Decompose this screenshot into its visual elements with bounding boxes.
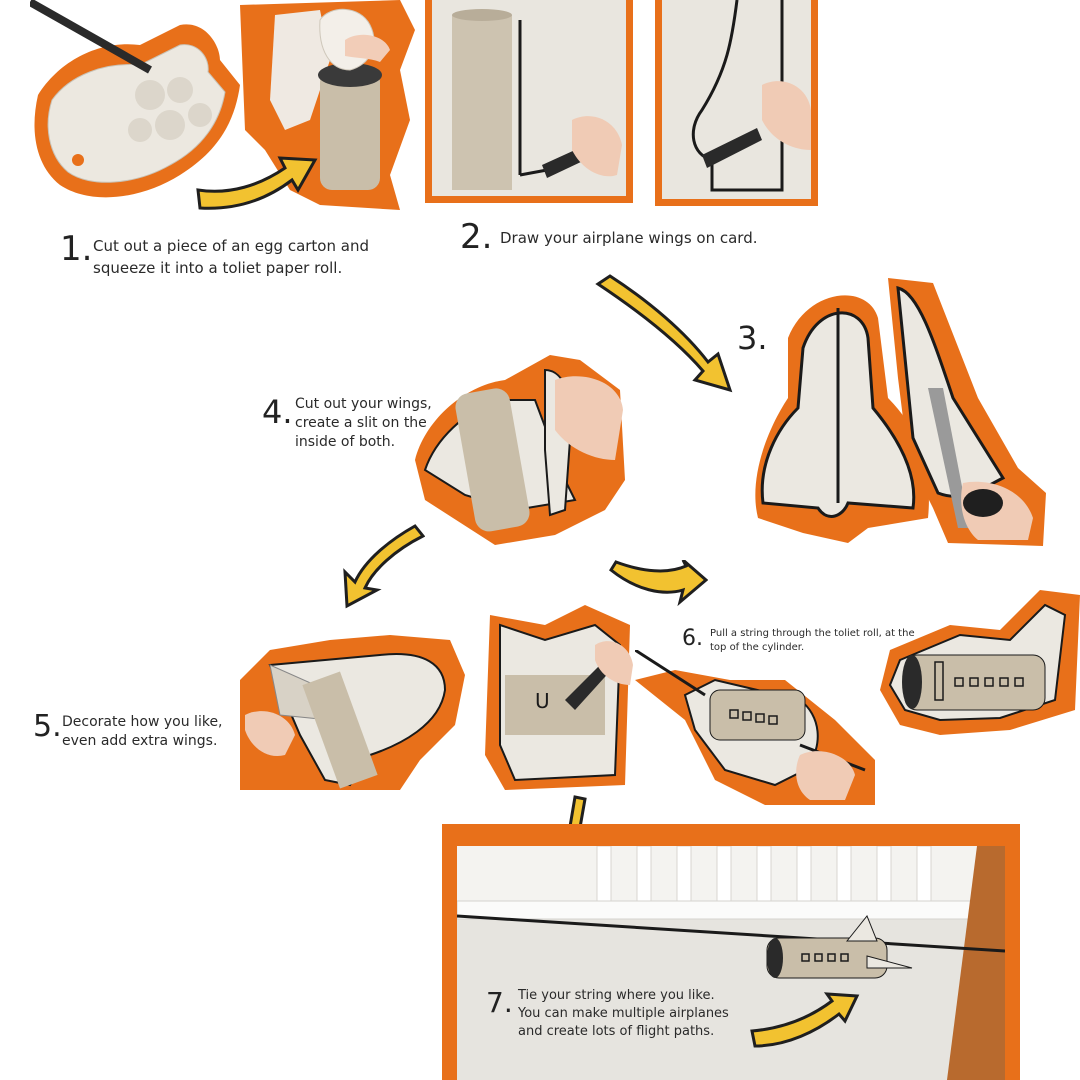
egg-carton-icon [30,0,420,215]
curved-arrow-icon [198,158,315,208]
airplane-model-icon [880,590,1080,745]
step-4-number: 4. [262,393,293,431]
step-6-number: 6. [682,626,703,651]
step-5-photo-right [485,605,635,790]
step-5-text: Decorate how you like, even add extra wings. [62,714,223,749]
scissors-icon [748,278,1050,546]
step-7-photo [442,824,1020,1080]
step-6-photo-right [880,590,1080,745]
step-3-photo [748,278,1050,546]
curved-arrow-icon [752,994,857,1046]
step-7-number: 7. [486,986,513,1019]
svg-text:U: U [535,689,550,713]
step-1-text: Cut out a piece of an egg carton and squeeze it into a toliet paper roll. [93,237,369,277]
marker-pen-icon [485,605,635,790]
step-3-number: 3. [737,319,768,357]
toilet-roll-icon [405,350,630,545]
curved-arrow-icon [335,520,425,610]
step-2-photo-right [655,0,818,206]
step-6-text: Pull a string through the toliet roll, at the top of the cylinder. [710,628,915,653]
step-1-photo [30,0,420,215]
marker-pen-icon [432,0,626,196]
curved-arrow-icon [608,560,708,610]
step-4-photo [405,350,630,545]
step-4-text: Cut out your wings, create a slit on the inside of both. [295,396,432,450]
step-2-number: 2. [460,217,493,257]
step-5-photo-left [240,635,465,790]
step-6-photo-left [635,650,880,805]
step-2-photo-left [425,0,633,203]
airplane-model-icon [240,635,465,790]
airplane-model-icon [635,650,880,805]
step-7-text: Tie your string where you like. You can make multiple airplanes and create lots of flight paths. [518,988,729,1039]
step-5-number: 5. [33,709,62,744]
step-2-text: Draw your airplane wings on card. [500,229,758,247]
step-1-number: 1. [60,229,93,269]
